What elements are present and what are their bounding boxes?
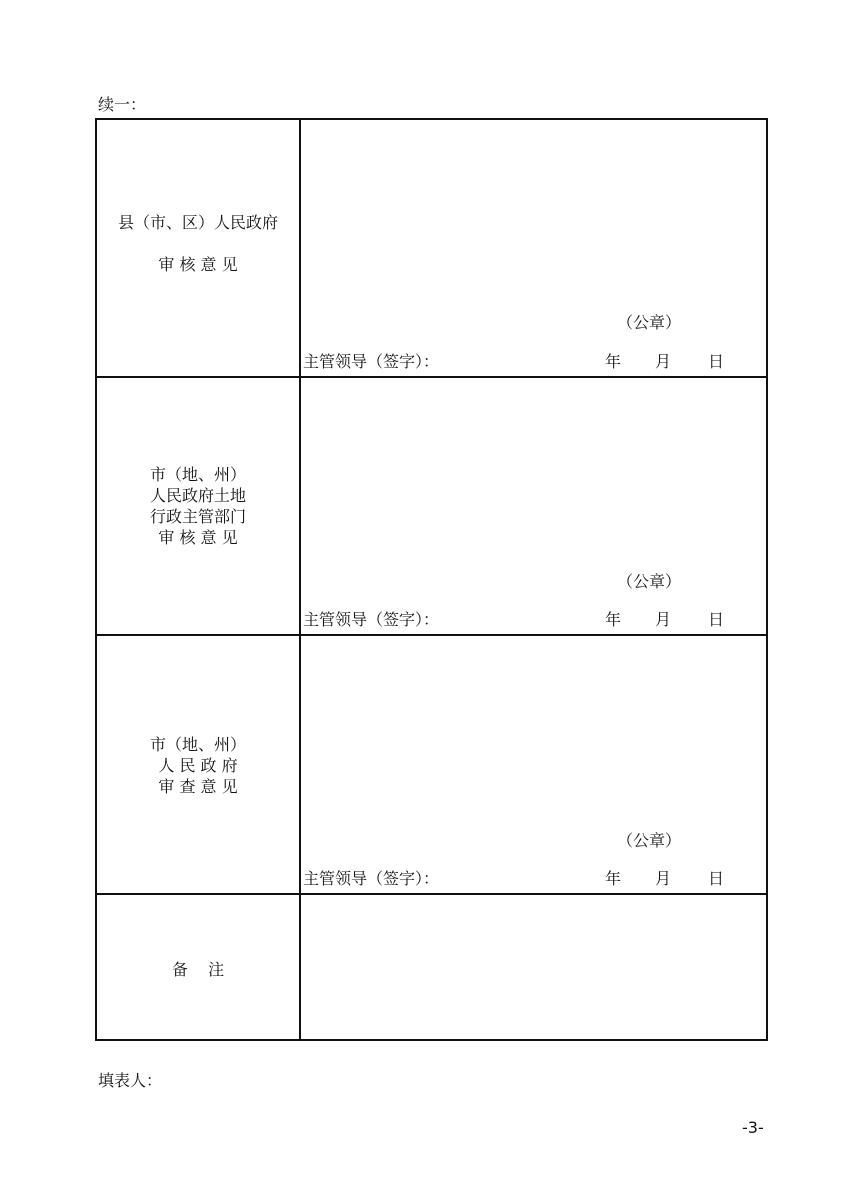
row-label-city-government — [97, 734, 299, 797]
row-label-city-land-department — [97, 464, 299, 548]
seal-placeholder: （公章） — [617, 831, 682, 850]
supervisor-signature-field[interactable]: 主管领导（签字）： — [303, 610, 440, 629]
supervisor-signature-field[interactable]: 主管领导（签字）： — [303, 869, 440, 888]
date-month-label: 月 — [655, 869, 672, 888]
row-label-line: 审 核 意 见 — [158, 255, 238, 274]
row-label-remarks — [97, 959, 299, 980]
date-year-label: 年 — [605, 352, 622, 371]
date-day-label: 日 — [708, 352, 725, 371]
form-filler-label: 填表人： — [98, 1071, 163, 1090]
row-label-line: 行政主管部门 — [149, 507, 246, 526]
date-year-label: 年 — [605, 610, 622, 629]
row-divider — [97, 376, 766, 378]
date-day-label: 日 — [708, 610, 725, 629]
row-label-line: 人 民 政 府 — [158, 756, 238, 775]
date-year-label: 年 — [605, 869, 622, 888]
row-label-line: 审 核 意 见 — [158, 528, 238, 547]
row-divider — [97, 634, 766, 636]
row-label-line: 备 注 — [171, 960, 225, 979]
date-month-label: 月 — [655, 610, 672, 629]
date-month-label: 月 — [655, 352, 672, 371]
seal-placeholder: （公章） — [617, 572, 682, 591]
seal-placeholder: （公章） — [617, 313, 682, 332]
row-label-line: 审 查 意 见 — [158, 777, 238, 796]
remarks-field[interactable] — [301, 895, 766, 1039]
row-label-line: 市（地、州） — [149, 465, 246, 484]
row-label-line: 市（地、州） — [149, 735, 246, 754]
row-label-county-government — [97, 212, 299, 275]
date-day-label: 日 — [708, 869, 725, 888]
page-number: -3- — [742, 1118, 764, 1137]
row-label-line: 人民政府土地 — [149, 486, 246, 505]
approval-table — [95, 118, 768, 1041]
supervisor-signature-field[interactable]: 主管领导（签字）： — [303, 352, 440, 371]
row-label-line: 县（市、区）人民政府 — [117, 213, 278, 232]
row-label-line — [97, 233, 299, 254]
form-caption: 续一： — [98, 95, 147, 114]
